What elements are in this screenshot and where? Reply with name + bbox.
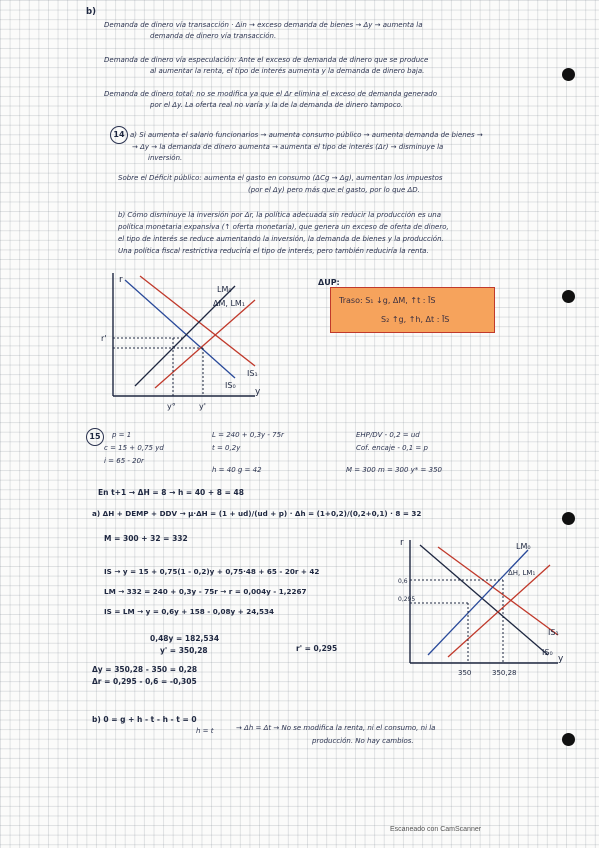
given-value: EHP/DV - 0,2 = ud xyxy=(356,431,420,439)
given-value: L = 240 + 0,3y - 75r xyxy=(212,431,284,439)
scanner-watermark: Escaneado con CamScanner xyxy=(390,826,482,833)
text-line: política monetaria expansiva (↑ oferta monetaria), que genera un exceso de oferta de dinero, xyxy=(118,223,449,231)
tick-y0: y° xyxy=(167,402,176,411)
text-line: por el Δy. La oferta real no varía y la de la demanda de dinero tampoco. xyxy=(150,101,404,109)
binder-hole xyxy=(562,68,575,81)
text-line: h = t xyxy=(196,727,214,735)
given-value: t = 0,2y xyxy=(212,444,241,452)
is0-label: IS₀ xyxy=(225,381,236,390)
text-line: Demanda de dinero total: no se modifica ya que el Δr elimina el exceso de demanda generado xyxy=(104,90,437,98)
is1-label: IS₁ xyxy=(548,628,559,637)
text-line: a) ΔH + DEMP + DDV → μ·ΔH = (1 + ud)/(ud + p) · Δh = (1+0,2)/(0,2+0,1) · 8 = 32 xyxy=(92,509,422,518)
tick-350: 350 xyxy=(458,669,472,677)
is1-curve xyxy=(438,547,558,635)
text-line: Sobre el Déficit público: aumenta el gasto en consumo (ΔCg → Δg), aumentan los impuestos xyxy=(118,174,443,182)
lm0-label: LM₀ xyxy=(516,542,531,551)
box-line: Traso: S₁ ↓g, ΔM, ↑t : ĪS xyxy=(339,296,436,305)
dup-label: ΔUP: xyxy=(318,278,340,287)
given-value: c = 15 + 0,75 yd xyxy=(104,444,164,452)
text-line: producción. No hay cambios. xyxy=(312,737,414,745)
lm1-label: ΔM, LM₁ xyxy=(213,299,246,308)
given-value: h = 40 g = 42 xyxy=(212,466,262,474)
given-value: p = 1 xyxy=(112,431,132,439)
tick-350-28: 350,28 xyxy=(492,669,517,677)
tick-r1: r' xyxy=(101,334,107,343)
given-value: M = 300 m = 300 y* = 350 xyxy=(346,466,442,474)
text-line: al aumentar la renta, el tipo de interés aumenta y la demanda de dinero baja. xyxy=(150,67,425,75)
text-line: 0,48y = 182,534 xyxy=(150,634,220,643)
is0-curve xyxy=(420,545,548,655)
is0-label: IS₀ xyxy=(542,648,553,657)
question-number: 15 xyxy=(86,428,104,446)
text-line: b) 0 = g + h - t - h - t = 0 xyxy=(92,715,197,724)
text-line: (por el Δy) pero más que el gasto, por lo que ΔD. xyxy=(248,186,420,194)
axis-label-r: r xyxy=(119,275,123,285)
binder-hole xyxy=(562,733,575,746)
lm1-curve xyxy=(155,300,255,388)
tick-r0: 0,6 xyxy=(398,578,408,585)
text-line: y' = 350,28 xyxy=(160,646,208,655)
tick-r1: 0,295 xyxy=(398,596,416,603)
tick-y1: y' xyxy=(199,402,206,411)
text-line: → Δh = Δt → No se modifica la renta, ni el consumo, ni la xyxy=(236,724,436,732)
text-line: → Δy → la demanda de dinero aumenta → aumenta el tipo de interés (Δr) → disminuye la xyxy=(132,143,444,151)
text-line: Δy = 350,28 - 350 = 0,28 xyxy=(92,665,198,674)
text-line: IS → y = 15 + 0,75(1 - 0,2)y + 0,75·48 + 65 - 20r + 42 xyxy=(104,567,320,576)
text-line: a) Si aumenta el salario funcionarios → aumenta consumo público → aumenta demanda de bienes → xyxy=(130,131,483,139)
text-line: inversión. xyxy=(148,154,183,162)
islm-chart-2 xyxy=(398,535,568,685)
given-value: Cof. encaje - 0,1 = p xyxy=(356,444,428,452)
text-line: Una política fiscal restrictiva reduciría el tipo de interés, pero también reduciría la renta. xyxy=(118,247,429,255)
is1-curve xyxy=(140,276,255,366)
text-line: Demanda de dinero vía especulación: Ante el exceso de demanda de dinero que se produce xyxy=(104,56,429,64)
text-line: el tipo de interés se reduce aumentando la inversión, la demanda de bienes y la producción. xyxy=(118,235,444,243)
binder-hole xyxy=(562,512,575,525)
text-line: LM → 332 = 240 + 0,3y - 75r → r = 0,004y - 1,2267 xyxy=(104,587,307,596)
axis-label-r: r xyxy=(400,538,404,548)
text-line: demanda de dinero vía transacción. xyxy=(150,32,277,40)
box-line: S₂ ↑g, ↑h, Δt : ĪS xyxy=(381,315,450,324)
islm-chart-1 xyxy=(95,268,275,418)
text-line: r' = 0,295 xyxy=(296,644,338,653)
axis-label-y: y xyxy=(255,387,261,397)
is0-curve xyxy=(125,280,235,378)
section-label: b) xyxy=(86,7,96,17)
lm1-label: ΔH, LM₁ xyxy=(508,569,536,577)
axis-label-y: y xyxy=(558,654,564,664)
text-line: IS = LM → y = 0,6y + 158 - 0,08y + 24,534 xyxy=(104,607,274,616)
text-line: En t+1 → ΔH = 8 → h = 40 + 8 = 48 xyxy=(98,488,244,497)
highlight-box xyxy=(330,287,495,333)
question-number: 14 xyxy=(110,126,128,144)
text-line: M = 300 + 32 = 332 xyxy=(104,534,188,543)
given-value: i = 65 - 20r xyxy=(104,457,144,465)
text-line: Δr = 0,295 - 0,6 = -0,305 xyxy=(92,677,197,686)
lm0-label: LM₀ xyxy=(217,285,232,294)
is1-label: IS₁ xyxy=(247,369,258,378)
text-line: Demanda de dinero vía transacción · Δin → exceso demanda de bienes → Δy → aumenta la xyxy=(104,21,423,29)
binder-hole xyxy=(562,290,575,303)
text-line: b) Cómo disminuye la inversión por Δr, la política adecuada sin reducir la producción es una xyxy=(118,211,442,219)
